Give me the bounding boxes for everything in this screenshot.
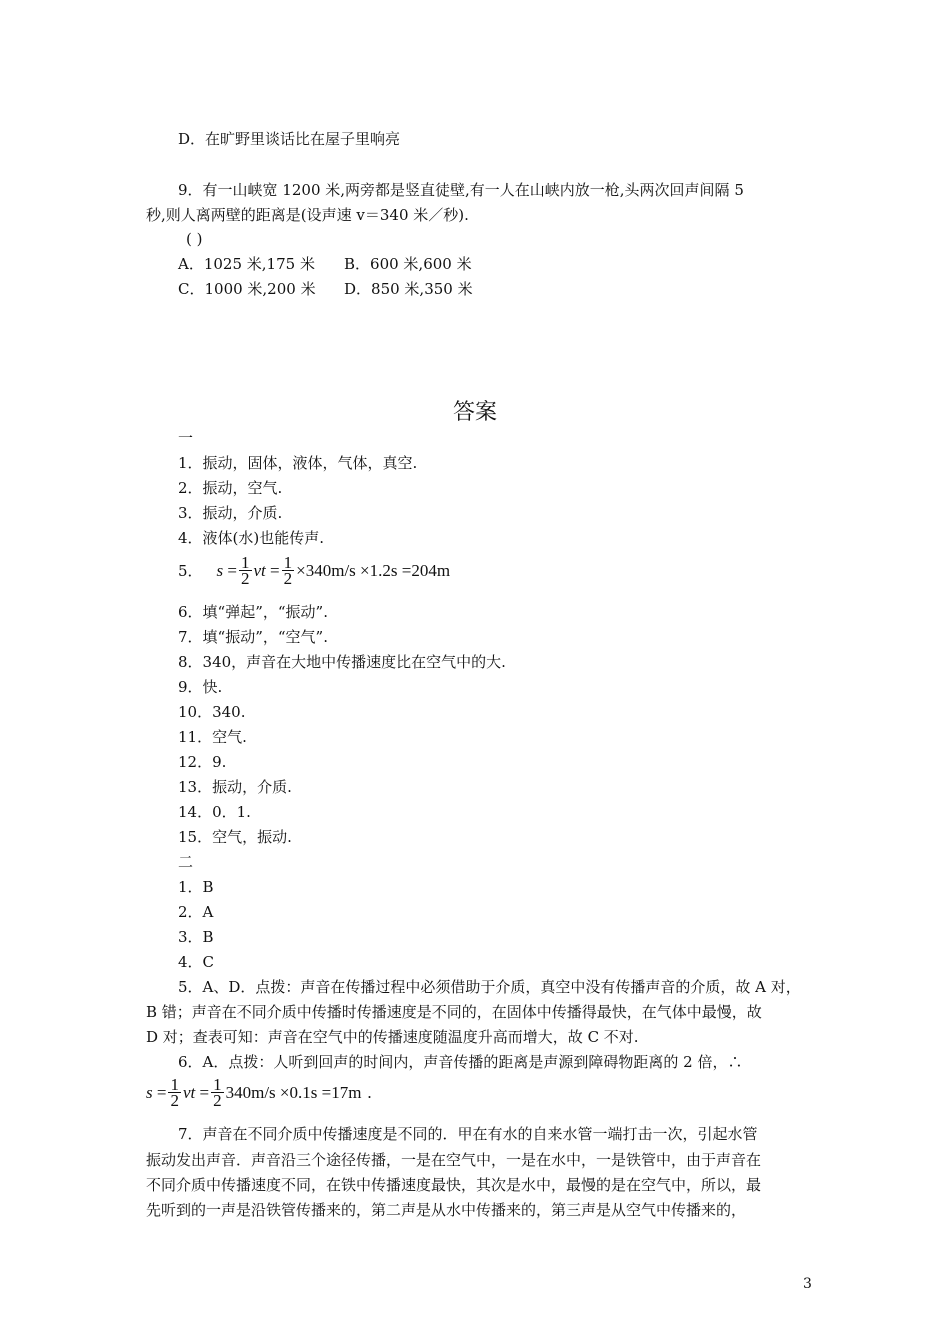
part1-item-14: 14．0．1. (178, 803, 251, 821)
answer-title: 答案 (452, 400, 497, 425)
q9-option-d: D．850 米,350 米 (344, 280, 473, 298)
part2-item-6-formula: s = $\frac{1}{2}$ vt = $\frac{1}{2}$ 340m/s ×0.1s =17m . (146, 1075, 372, 1110)
part2-item-5-line2: B 错；声音在不同介质中传播时传播速度是不同的，在固体中传播得最快，在气体中最慢，故 (146, 1003, 762, 1021)
part2-item-2: 2．A (178, 903, 214, 921)
part2-item-1: 1．B (178, 878, 214, 896)
part1-item-13: 13．振动，介质. (178, 778, 292, 796)
part1-item-6: 6．填“弹起”，“振动”. (178, 603, 328, 621)
q9-option-c: C．1000 米,200 米 (178, 280, 316, 298)
part1-item-7: 7．填“振动”，“空气”. (178, 628, 328, 646)
part1-heading: 一 (178, 429, 194, 447)
part2-item-7-line3: 不同介质中传播速度不同，在铁中传播速度最快，其次是水中，最慢的是在空气中，所以，最 (146, 1176, 762, 1194)
page-number: 3 (803, 1276, 812, 1292)
part2-item-7-line2: 振动发出声音．声音沿三个途径传播，一是在空气中，一是在水中，一是铁管中，由于声音在 (146, 1151, 762, 1169)
part2-item-3: 3．B (178, 928, 214, 946)
part2-item-5-line3: D 对；查表可知：声音在空气中的传播速度随温度升高而增大，故 C 不对. (146, 1028, 639, 1046)
part2-heading: 二 (178, 853, 194, 871)
part1-item-5: 5． s = $\frac{1}{2}$ vt = $\frac{1}{2}$ ×340m/s ×1.2s =204m (178, 553, 451, 588)
part1-item-8: 8．340，声音在大地中传播速度比在空气中的大. (178, 653, 506, 671)
part1-item-9: 9．快. (178, 678, 223, 696)
part2-item-4: 4．C (178, 953, 215, 971)
part2-item-7-line1: 7．声音在不同介质中传播速度是不同的．甲在有水的自来水管一端打击一次，引起水管 (178, 1125, 758, 1143)
item5-formula: s = (216, 560, 238, 580)
part1-item-1: 1．振动，固体，液体，气体，真空. (178, 454, 418, 472)
part1-item-2: 2．振动，空气. (178, 479, 283, 497)
q9-paren: ( ) (186, 230, 203, 248)
item6-fraction-2: $\frac{1}{2}$ (213, 1075, 222, 1110)
part1-item-11: 11．空气. (178, 728, 247, 746)
part1-item-3: 3．振动，介质. (178, 504, 283, 522)
item6-fraction-1: $\frac{1}{2}$ (170, 1075, 179, 1110)
part2-item-5-line1: 5．A、D．点拨：声音在传播过程中必须借助于介质，真空中没有传播声音的介质，故 A 对， (178, 978, 801, 996)
q9-stem-line2: 秒,则人离两壁的距离是(设声速 v＝340 米／秒). (146, 206, 469, 224)
part1-item-15: 15．空气，振动. (178, 828, 292, 846)
item5-fraction-2: $\frac{1}{2}$ (283, 553, 293, 588)
part1-item-12: 12．9. (178, 753, 227, 771)
part1-item-4: 4．液体(水)也能传声. (178, 529, 325, 547)
q9-option-b: B．600 米,600 米 (344, 255, 472, 273)
item5-fraction-1: $\frac{1}{2}$ (241, 553, 250, 588)
q9-stem-line1: 9．有一山峡宽 1200 米,两旁都是竖直徒壁,有一人在山峡内放一枪,头两次回声间隔 5 (178, 181, 744, 199)
item5-label: 5． (178, 562, 203, 580)
part1-item-10: 10．340. (178, 703, 246, 721)
part2-item-7-line4: 先听到的一声是沿铁管传播来的，第二声是从水中传播来的，第三声是从空气中传播来的， (146, 1201, 747, 1219)
q8-option-d: D．在旷野里谈话比在屋子里响亮 (178, 130, 401, 148)
part2-item-6-line1: 6．A．点拨：人听到回声的时间内，声音传播的距离是声源到障碍物距离的 2 倍，∴ (178, 1053, 743, 1071)
q9-option-a: A．1025 米,175 米 (178, 255, 315, 273)
